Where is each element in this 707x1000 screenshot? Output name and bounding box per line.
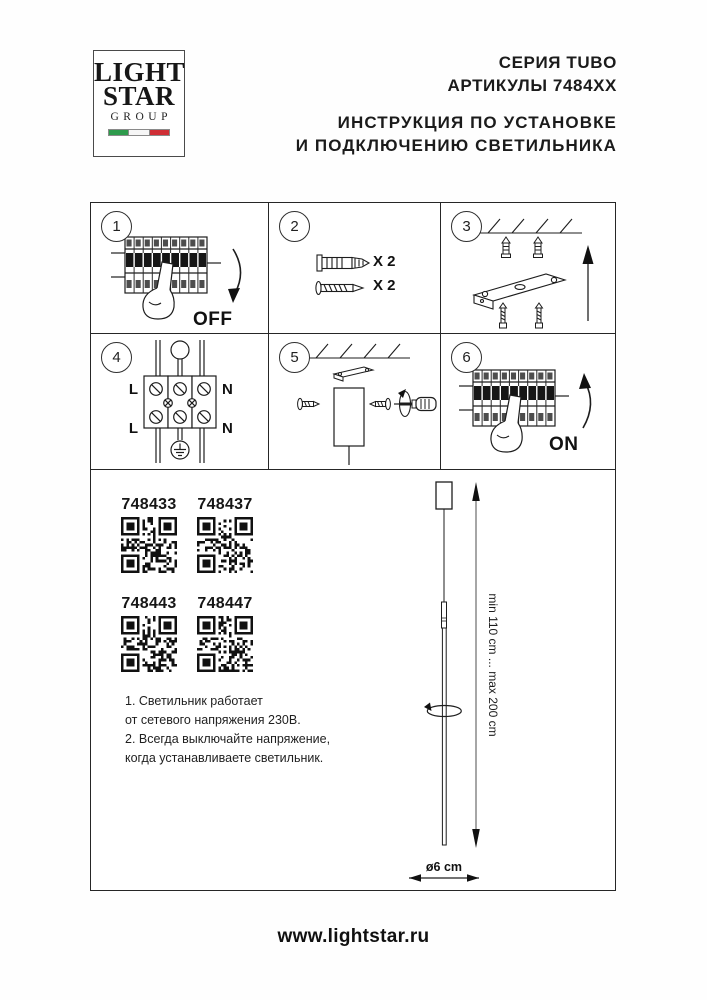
qr-code: [121, 517, 177, 573]
instruction-title-line2: И ПОДКЛЮЧЕНИЮ СВЕТИЛЬНИКА: [295, 136, 617, 155]
article-number: 748437: [197, 496, 253, 513]
pendant-connector: [442, 602, 447, 628]
qr-code: [197, 616, 253, 672]
pendant-tube: [442, 628, 446, 845]
height-dimension-arrow: [472, 482, 480, 848]
logo-word-light: LIGHT: [94, 57, 186, 87]
mounting-bracket-icon: [334, 367, 373, 381]
flag-white-stripe: [128, 129, 149, 136]
qr-code: [121, 616, 177, 672]
logo-word-group: GROUP: [110, 111, 172, 123]
step-cell-1: [91, 203, 269, 333]
wall-anchor-icon: [534, 237, 543, 258]
articles-title: АРТИКУЛЫ 7484XX: [447, 76, 617, 95]
article-number: 748443: [121, 595, 177, 612]
arrow-down-curve-icon: [233, 249, 241, 293]
catalog-item: [121, 595, 177, 672]
note-line: от сетевого напряжения 230В.: [125, 713, 301, 727]
step-cell-6: [441, 334, 615, 469]
pendant-lamp-diagram: [391, 475, 591, 887]
article-number: 748433: [121, 496, 177, 513]
step-cell-4: [91, 334, 269, 469]
catalog-item: [197, 496, 253, 573]
step-number-badge: 5: [279, 342, 310, 373]
flag-red-stripe: [149, 129, 170, 136]
lamp-symbol-icon: [171, 341, 189, 359]
steps-row-1: [91, 203, 615, 333]
logo-word-star: STAR: [102, 81, 176, 111]
italy-flag: [108, 129, 170, 136]
catalog-item: [197, 595, 253, 672]
instruction-title-line1: ИНСТРУКЦИЯ ПО УСТАНОВКЕ: [337, 113, 617, 132]
diameter-dimension-arrow: [409, 874, 479, 882]
step-number-badge: 3: [451, 211, 482, 242]
hardware-kit-illustration: [303, 251, 423, 301]
screw-quantity-label: X 2: [373, 277, 396, 294]
ceiling-canopy-icon: [334, 388, 364, 465]
diameter-label: ø6 cm: [425, 860, 463, 874]
qr-code: [197, 517, 253, 573]
catalog-grid: [121, 496, 253, 672]
catalog-item: [121, 496, 177, 573]
label-neutral-top: N: [221, 381, 233, 398]
arrow-head: [583, 245, 594, 264]
step-cell-5: [269, 334, 441, 469]
steps-table: [90, 202, 616, 891]
arrow-head: [228, 288, 240, 303]
label-line-bottom: L: [128, 420, 138, 437]
screw-icon: [316, 282, 363, 295]
document-header: [296, 51, 617, 157]
note-line: 1. Светильник работает: [125, 694, 263, 708]
on-label: ON: [549, 434, 579, 455]
screw-icon: [370, 398, 390, 409]
pendant-canopy: [436, 482, 452, 509]
step-cell-3: [441, 203, 615, 333]
anchor-quantity-label: X 2: [373, 253, 396, 270]
step-cell-2: [269, 203, 441, 333]
lightstar-logo: [93, 50, 185, 157]
screw-icon: [297, 398, 318, 409]
wall-anchor-icon: [317, 255, 369, 271]
wall-anchor-icon: [502, 237, 511, 258]
article-number: 748447: [197, 595, 253, 612]
label-neutral-bottom: N: [221, 420, 233, 437]
flag-green-stripe: [108, 129, 129, 136]
height-range-label: min 110 cm ... max 200 cm: [486, 593, 500, 737]
series-title: СЕРИЯ TUBO: [498, 53, 617, 72]
label-line-top: L: [128, 381, 138, 398]
screw-icon: [500, 303, 507, 328]
off-label: OFF: [193, 309, 233, 330]
step-number-badge: 4: [101, 342, 132, 373]
arrow-up-curve-icon: [583, 382, 591, 428]
step-number-badge: 6: [451, 342, 482, 373]
arrow-head: [579, 373, 591, 389]
mounting-bracket-icon: [474, 274, 565, 309]
step-number-badge: 2: [279, 211, 310, 242]
steps-row-2: [91, 333, 615, 469]
safety-notes: [125, 692, 330, 768]
step-number-badge: 1: [101, 211, 132, 242]
screw-icon: [536, 303, 543, 328]
note-line: когда устанавливаете светильник.: [125, 751, 324, 765]
note-line: 2. Всегда выключайте напряжение,: [125, 732, 331, 746]
product-info-panel: [91, 469, 615, 890]
website: www.lightstar.ru: [277, 926, 430, 947]
